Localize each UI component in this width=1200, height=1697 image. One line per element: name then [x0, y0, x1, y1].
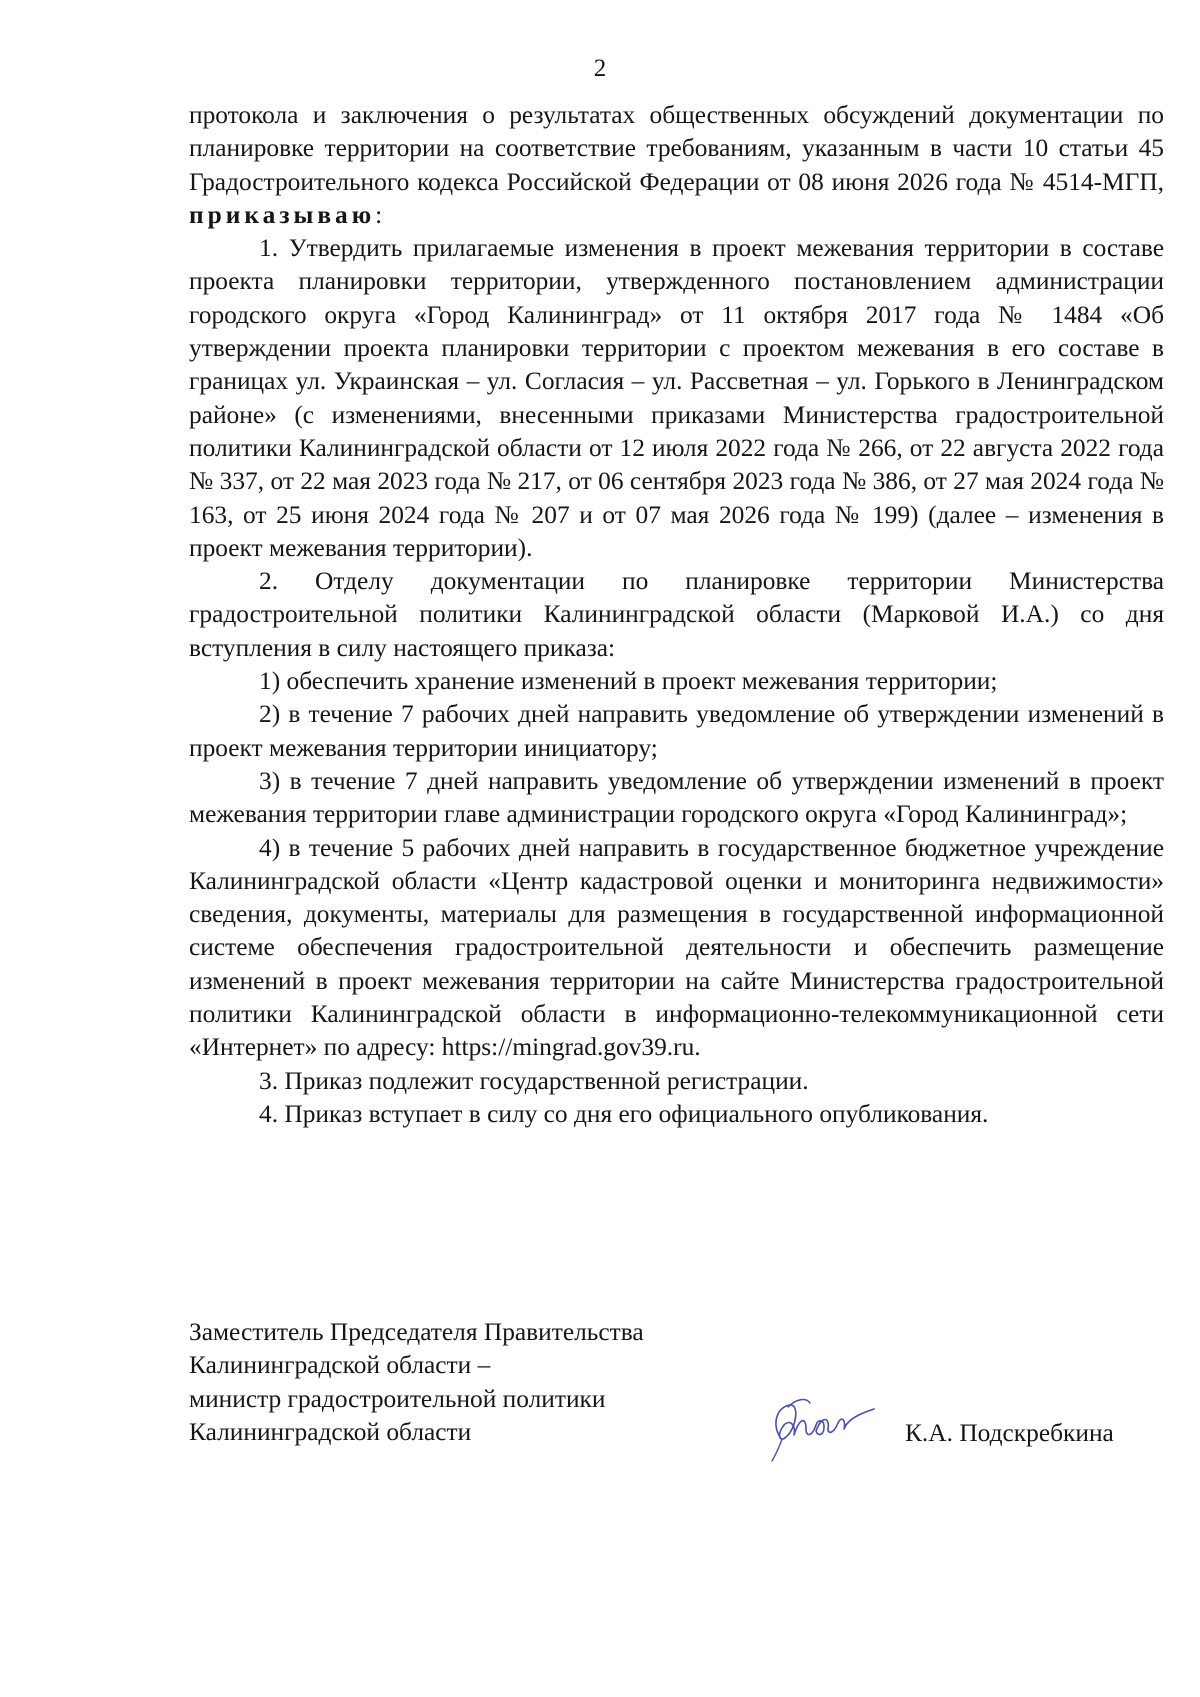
- subclause-2-3: 3) в течение 7 дней направить уведомление об утверждении изменений в проект межевания территории главе администрации городского округа «Город Калининград»;: [189, 766, 1164, 829]
- clause-4: 4. Приказ вступает в силу со дня его официального опубликования.: [259, 1099, 989, 1128]
- order-word: приказываю: [189, 200, 376, 229]
- signatory-position: [189, 1316, 644, 1449]
- signatory-position-line: министр градостроительной политики: [189, 1384, 606, 1413]
- handwritten-signature: [766, 1395, 876, 1465]
- subclause-2-2: 2) в течение 7 рабочих дней направить уведомление об утверждении изменений в проект межевания территории инициатору;: [189, 700, 1164, 762]
- intro-colon: :: [375, 200, 383, 229]
- intro-paragraph: [189, 99, 1164, 232]
- page-number: 2: [593, 55, 607, 82]
- subclause-2-4: 4) в течение 5 рабочих дней направить в государственное бюджетное учреждение Калининградской области «Центр кадастровой оценки и мониторинга недвижимости» сведения, документы, материалы для размещения в государственной информационной системе обеспечения градостроительной деятельности и обеспечить размещение изменений в проект межевания территории на сайте Министерства градостроительной политики Калининградской области в информационно-телекоммуникационной сети «Интернет» по адресу: https://mingrad.gov39.ru.: [189, 833, 1164, 1062]
- signer-name: К.А. Подскребкина: [905, 1419, 1114, 1447]
- clause-1: 1. Утвердить прилагаемые изменения в проект межевания территории в составе проекта планировки территории, утвержденного постановлением администрации городского округа «Город Калининград» от 11 октября 2017 года № 1484 «Об утверждении проекта планировки территории с проектом межевания в его составе в границах ул. Украинская – ул. Согласия – ул. Рассветная – ул. Горького в Ленинградском районе» (с изменениями, внесенными приказами Министерства градостроительной политики Калининградской области от 12 июля 2022 года № 266, от 22 августа 2022 года № 337, от 22 мая 2023 года № 217, от 06 сентября 2023 года № 386, от 27 мая 2024 года № 163, от 25 июня 2024 года № 207 и от 07 мая 2026 года № 199) (далее – изменения в проект межевания территории).: [189, 234, 1164, 562]
- clause-3: 3. Приказ подлежит государственной регистрации.: [259, 1066, 809, 1095]
- signatory-position-line: Заместитель Председателя Правительства: [189, 1318, 644, 1346]
- subclause-2-1: 1) обеспечить хранение изменений в проект межевания территории;: [259, 667, 998, 696]
- order-body: [189, 99, 1164, 1131]
- signatory-position-line: Калининградской области –: [189, 1351, 491, 1380]
- intro-text: протокола и заключения о результатах общественных обсуждений документации по планировке территории на соответствие требованиям, указанным в части 10 статьи 45 Градостроительного кодекса Российской Федерации от 08 июня 2026 года № 4514-МГП,: [189, 101, 1164, 196]
- signatory-position-line: Калининградской области: [189, 1417, 472, 1446]
- clause-2: 2. Отделу документации по планировке территории Министерства градостроительной политики Калининградской области (Марковой И.А.) со дня вступления в силу настоящего приказа:: [189, 567, 1164, 662]
